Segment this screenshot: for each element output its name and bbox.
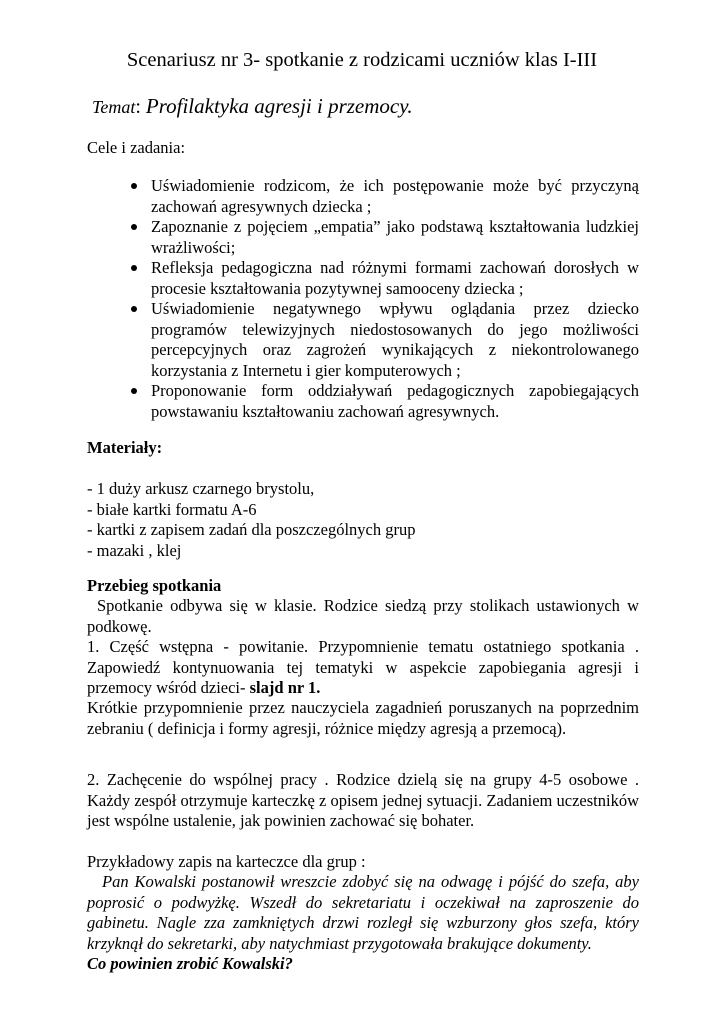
step-1-paragraph [87,637,639,699]
material-item: - białe kartki formatu A-6 [87,499,257,519]
topic-colon: : [135,96,141,118]
goal-item-text: Uświadomienie negatywnego wpływu oglądania przez dziecko programów telewizyjnych niedostosowanych do jego możliwości percepcyjnych oraz zagrożeń wynikających z niekontrolowanego korzystania z Internetu i gier komputerowych ; [151,299,639,380]
goal-item [110,176,639,217]
goal-item [110,217,639,258]
step-1-text: 1. Część wstępna - powitanie. Przypomnienie tematu ostatniego spotkania . Zapowiedź kontynuowania tej tematyki w aspekcie zapobiegania agresji i przemocy wśród dzieci- [87,637,639,697]
document-title: Scenariusz nr 3- spotkanie z rodzicami uczniów klas I-III [126,49,598,71]
topic-label: Temat [92,97,136,117]
goals-heading: Cele i zadania: [87,138,186,157]
example-card-text: Pan Kowalski postanowił wreszcie zdobyć się na odwagę i pójść do szefa, aby poprosić o podwyżkę. Wszedł do sekretariatu i oczekiwał na zaproszenie do gabinetu. Nagle zza zamkniętych drzwi rozległ się wzburzony głos szefa, który krzyknął do sekretarki, aby natychmiast przygotowała brakujące dokumenty. [87,872,639,953]
bullet-icon [131,183,137,189]
example-question: Co powinien zrobić Kowalski? [87,954,293,973]
goal-item [110,381,639,422]
step-2-paragraph: 2. Zachęcenie do wspólnej pracy . Rodzice dzielą się na grupy 4-5 osobowe . Każdy zespół otrzymuje karteczkę z opisem jednej sytuacji. Zadaniem uczestników jest wspólne ustalenie, jak powinien zachować się bohater. [87,770,639,830]
goal-item-text: Proponowanie form oddziaływań pedagogicznych zapobiegających powstawaniu kształtowaniu zachowań agresywnych. [151,381,639,421]
example-intro: Przykładowy zapis na karteczce dla grup : [87,852,366,871]
step-1-continuation: Krótkie przypomnienie przez nauczyciela zagadnień poruszanych na poprzednim zebraniu ( definicja i formy agresji, różnice między agresją a przemocą). [87,698,639,738]
materials-heading: Materiały: [87,438,163,457]
bullet-icon [131,265,137,271]
intro-paragraph: Spotkanie odbywa się w klasie. Rodzice siedzą przy stolikach ustawionych w podkowę. [87,596,639,636]
przebieg-heading: Przebieg spotkania [87,576,222,595]
material-item: - 1 duży arkusz czarnego brystolu, [87,479,315,498]
bullet-icon [131,224,137,230]
goal-item-text: Zapoznanie z pojęciem „empatia” jako podstawą kształtowania ludzkiej wrażliwości; [151,217,639,257]
goal-item-text: Refleksja pedagogiczna nad różnymi formami zachowań dorosłych w procesie kształtowania pozytywnej samooceny dziecka ; [151,258,639,298]
topic-value: Profilaktyka agresji i przemocy. [145,94,413,118]
goal-item [110,258,639,299]
slide-reference: slajd nr 1. [245,678,321,697]
material-item: - kartki z zapisem zadań dla poszczególnych grup [87,520,416,539]
materials-list [87,479,639,561]
topic-line [92,93,413,120]
bullet-icon [131,388,137,394]
bullet-icon [131,306,137,312]
material-item: - mazaki , klej [87,540,182,560]
goals-list [110,176,639,422]
goal-item [110,299,639,381]
goal-item-text: Uświadomienie rodzicom, że ich postępowanie może być przyczyną zachowań agresywnych dziecka ; [151,176,639,216]
